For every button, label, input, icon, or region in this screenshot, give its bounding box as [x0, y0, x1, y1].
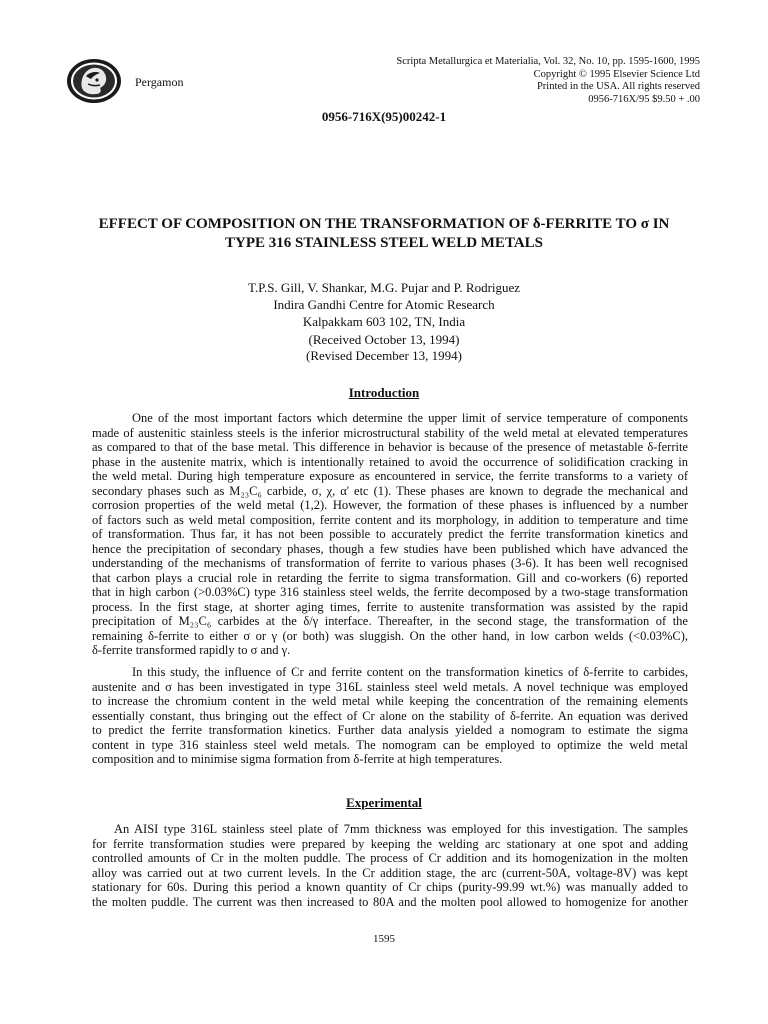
paragraph-line: remaining δ-ferrite to either σ or γ (or both) was sluggish. On the other hand, in low carbon welds (<0.03%C), [92, 628, 688, 643]
paper-title-line-1: EFFECT OF COMPOSITION ON THE TRANSFORMATION OF δ-FERRITE TO σ IN [98, 216, 670, 232]
paragraph-experimental-1 [92, 822, 688, 909]
paragraph-line: stationary for 60s. During this period a known quantity of Cr chips (purity-99.99 wt.%) was manually added to [92, 880, 688, 894]
paragraph-line: understanding of the mechanisms of transformation of ferrite to various phases (3-6). It has been well recognised [92, 556, 688, 570]
paragraph-line: An AISI type 316L stainless steel plate of 7mm thickness was employed for this investigation. The samples [114, 822, 688, 836]
paragraph-line: that carbon plays a crucial role in retarding the ferrite to sigma transformation. Gill and co-workers (6) reported [92, 570, 688, 585]
paragraph-line: composition and to minimise sigma formation from δ-ferrite at high temperatures. [92, 752, 503, 766]
paragraph-line: hence the precipitation of secondary phases, though a few studies have been published which have advanced the [92, 541, 688, 556]
author-address: Kalpakkam 603 102, TN, India [302, 314, 466, 329]
pergamon-logo [66, 58, 122, 104]
citation-printed: Printed in the USA. All rights reserved [536, 81, 700, 93]
paragraph-line: process. In the first stage, at shorter aging times, ferrite to austenite transformation was assisted by the rapid [92, 599, 688, 614]
paragraph-line: as compared to that of the base metal. This difference in behavior is because of the presence of metastable δ-ferrite [92, 440, 688, 454]
citation-copyright: Copyright © 1995 Elsevier Science Ltd [533, 68, 700, 80]
paragraph-line: the weld metal. During high temperature exposure as encountered in service, the ferrite transforms to a variety of [92, 469, 688, 483]
citation-block [320, 56, 700, 106]
paragraph-introduction-1 [92, 411, 688, 658]
citation-journal: Scripta Metallurgica et Materialia, Vol. 32, No. 10, pp. 1595-1600, 1995 [396, 56, 700, 67]
paragraph-line: secondary phases such as M₂₃C₆ carbide, σ, χ, α' etc (1). These phases are known to degrade the mechanical and [92, 483, 688, 498]
paper-title [60, 215, 708, 253]
paper-title-line-2: TYPE 316 STAINLESS STEEL WELD METALS [224, 235, 544, 251]
paragraph-line: to predict the ferrite transformation kinetics. Further data analysis yielded a nomogram to estimate the sigma [92, 723, 688, 737]
paragraph-line: austenite and σ has been investigated in type 316L stainless steel weld metals. A novel technique was employed [92, 679, 688, 694]
paragraph-line: controlled amounts of Cr in the molten puddle. The process of Cr addition and its homogenization in the molten [92, 851, 688, 865]
paragraph-line: that in high carbon (>0.03%C) type 316 stainless steel welds, the ferrite decomposed by a two-stage transformation [92, 585, 688, 599]
paragraph-line: the molten puddle. The current was then increased to 80A and the molten pool allowed to homogenize for another [92, 894, 688, 909]
revised-date: (Revised December 13, 1994) [306, 348, 462, 363]
paragraph-line: essentially constant, thus bringing out the effect of Cr alone on the stability of δ-ferrite. An equation was derived [92, 708, 688, 723]
date-block [0, 332, 768, 364]
author-institution: Indira Gandhi Centre for Atomic Research [273, 297, 495, 312]
section-heading-introduction: Introduction [348, 385, 420, 400]
doi-block [0, 109, 768, 125]
author-block [0, 279, 768, 330]
paragraph-line: δ-ferrite transformed rapidly to σ and γ. [92, 643, 291, 657]
paragraph-line: made of austenitic stainless steels is the inferior microstructural stability of the weld metal at elevated temperatures [92, 425, 688, 440]
received-date: (Received October 13, 1994) [308, 332, 460, 347]
paragraph-line: for ferrite transformation studies were prepared by keeping the welding arc stationary at one spot and adding [92, 836, 688, 851]
paragraph-line: content in type 316 stainless steel weld metals. The nomogram can be employed to optimize the weld metal [92, 737, 688, 752]
section-heading-experimental: Experimental [346, 795, 422, 810]
page-number: 1595 [373, 933, 395, 945]
paragraph-line: corrosion properties of the weld metal (1,2). However, the formation of these phases is influenced by a number [92, 498, 688, 512]
paragraph-line: precipitation of M₂₃C₆ carbides at the δ/γ interface. Thereafter, in the second stage, the transformation of the [92, 614, 688, 628]
publisher-name: Pergamon [135, 75, 184, 89]
paragraph-line: One of the most important factors which determine the upper limit of service temperature of components [132, 411, 688, 425]
paragraph-introduction-2 [92, 665, 688, 767]
author-names: T.P.S. Gill, V. Shankar, M.G. Pujar and P. Rodriguez [247, 280, 521, 295]
paragraph-line: In this study, the influence of Cr and ferrite content on the transformation kinetics of δ-ferrite to carbides, [132, 665, 688, 679]
paragraph-line: alloy was carried out at two current levels. In the Cr addition stage, the arc (current-50A, voltage-8V) was kept [92, 865, 688, 880]
paragraph-line: of factors such as weld metal composition, ferrite content and its morphology, in addition to temperature and time [92, 512, 688, 527]
citation-price: 0956-716X/95 $9.50 + .00 [588, 93, 700, 105]
doi-number: 0956-716X(95)00242-1 [321, 109, 447, 124]
paragraph-line: of transformation. Thus far, it has not been possible to accurately predict the ferrite transformation kinetics and [92, 527, 688, 541]
paragraph-line: phase in the austenite matrix, which is intentionally retained to avoid the occurrence of solidification cracking in [92, 454, 688, 469]
paragraph-line: to increase the chromium content in the weld metal while keeping the concentration of the remaining elements [92, 694, 688, 708]
